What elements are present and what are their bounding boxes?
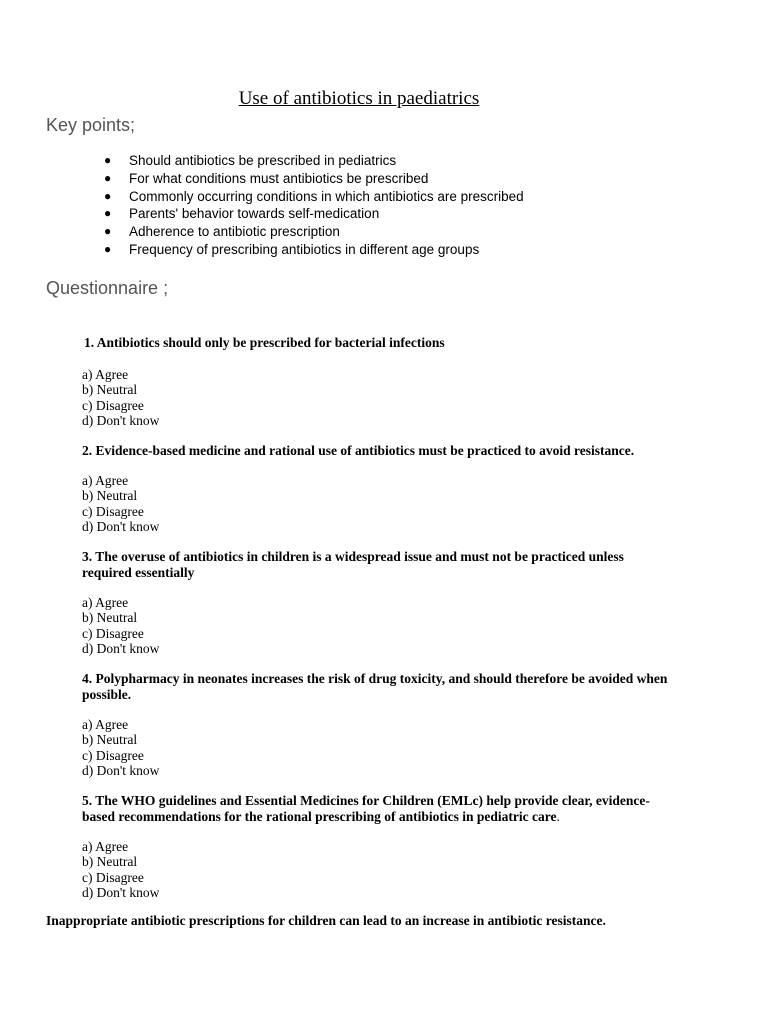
answer-options [82, 595, 672, 657]
question-1 [84, 335, 684, 429]
list-item-text: Adherence to antibiotic prescription [129, 224, 340, 240]
question-3 [82, 549, 672, 657]
question-text [82, 793, 652, 825]
bullet-icon: ● [104, 241, 112, 256]
answer-options [82, 473, 722, 535]
option-agree: a) Agree [82, 367, 129, 382]
list-item-text: Parents' behavior towards self-medication [129, 206, 380, 222]
question-2 [82, 443, 722, 535]
option-neutral: b) Neutral [82, 382, 138, 398]
option-dont-know: d) Don't know [82, 763, 160, 779]
question-5 [82, 793, 652, 901]
option-neutral: b) Neutral [82, 732, 138, 748]
option-disagree: c) Disagree [82, 625, 144, 641]
option-agree: a) Agree [82, 717, 129, 732]
question-text-main: 5. The WHO guidelines and Essential Medicines for Children (EMLc) help provide clear, evidence-based recommendations for the rational prescribing of antibiotics in pediatric care [82, 793, 650, 824]
bullet-icon: ● [104, 170, 112, 185]
document-title: Use of antibiotics in paediatrics [238, 88, 480, 109]
list-item [104, 170, 524, 188]
bullet-icon: ● [104, 153, 112, 167]
key-points-heading: Key points; [46, 115, 136, 135]
bullet-icon: ● [104, 188, 112, 203]
option-neutral: b) Neutral [82, 488, 138, 504]
list-item-text: Commonly occurring conditions in which antibiotics are prescribed [129, 188, 524, 204]
list-item [104, 152, 524, 170]
question-text: 1. Antibiotics should only be prescribed for bacterial infections [84, 335, 445, 350]
list-item-text: Frequency of prescribing antibiotics in different age groups [129, 241, 480, 257]
option-agree: a) Agree [82, 595, 129, 610]
list-item [104, 188, 524, 206]
list-item [104, 223, 524, 241]
option-dont-know: d) Don't know [82, 885, 160, 901]
option-disagree: c) Disagree [82, 397, 144, 413]
option-disagree: c) Disagree [82, 503, 144, 519]
key-points-list [104, 152, 524, 259]
closing-statement: Inappropriate antibiotic prescriptions for children can lead to an increase in antibiotic resistance. [46, 913, 606, 928]
option-neutral: b) Neutral [82, 854, 138, 870]
option-disagree: c) Disagree [82, 747, 144, 763]
list-item [104, 205, 524, 223]
question-text: 3. The overuse of antibiotics in children is a widespread issue and must not be practiced unless required essentially [82, 549, 624, 580]
questionnaire-heading: Questionnaire ; [46, 278, 169, 298]
answer-options [82, 717, 682, 779]
option-disagree: c) Disagree [82, 869, 144, 885]
bullet-icon: ● [104, 206, 112, 221]
option-agree: a) Agree [82, 473, 129, 488]
answer-options [82, 367, 684, 429]
list-item [104, 241, 524, 259]
option-dont-know: d) Don't know [82, 641, 160, 657]
question-text: 4. Polypharmacy in neonates increases the risk of drug toxicity, and should therefore be avoided when possible. [82, 671, 668, 702]
question-text: 2. Evidence-based medicine and rational use of antibiotics must be practiced to avoid resistance. [82, 443, 635, 458]
option-dont-know: d) Don't know [82, 413, 160, 429]
option-dont-know: d) Don't know [82, 519, 160, 535]
answer-options [82, 839, 652, 901]
bullet-icon: ● [104, 224, 112, 239]
option-neutral: b) Neutral [82, 610, 138, 626]
question-4 [82, 671, 682, 779]
list-item-text: Should antibiotics be prescribed in pediatrics [129, 153, 397, 168]
option-agree: a) Agree [82, 839, 129, 854]
question-text-suffix: . [556, 809, 560, 824]
list-item-text: For what conditions must antibiotics be prescribed [129, 170, 429, 186]
